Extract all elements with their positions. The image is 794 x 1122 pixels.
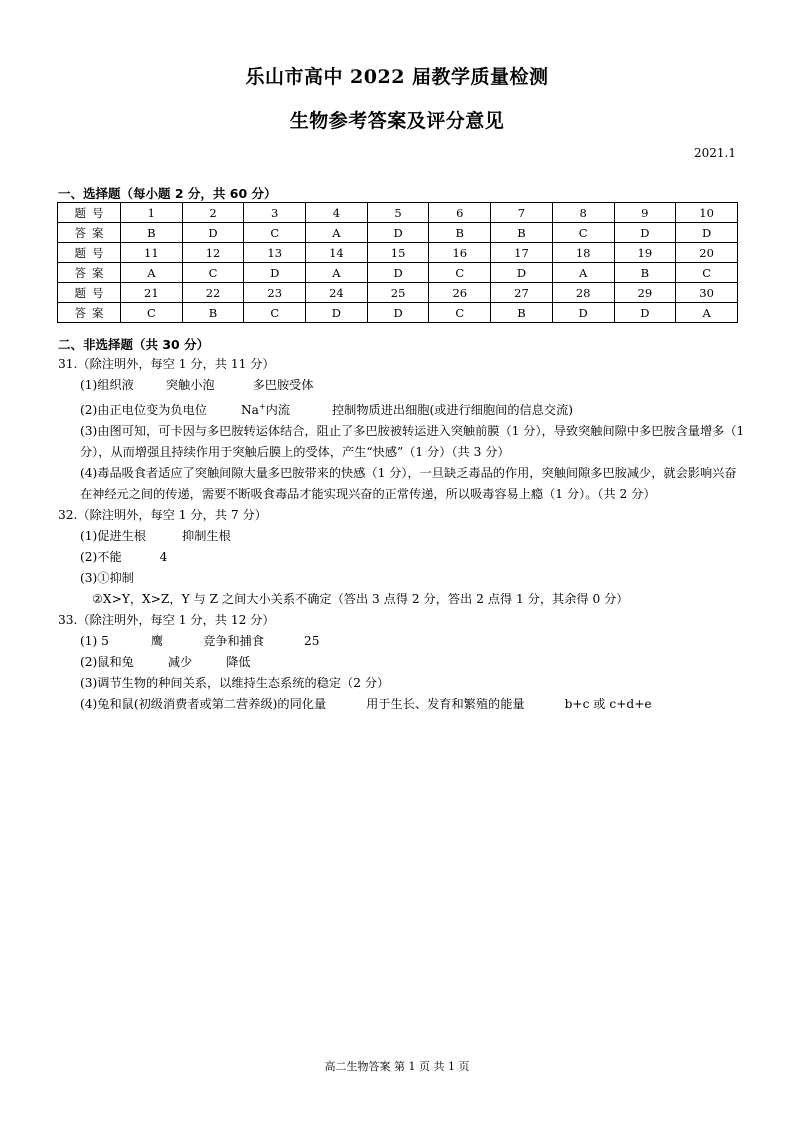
answer-table-cell: 30: [676, 283, 738, 303]
answer-table-cell: A: [306, 223, 368, 243]
answer-table-cell: 27: [491, 283, 553, 303]
q31-heading: 31.（除注明外，每空 1 分，共 11 分）: [58, 357, 275, 371]
answer-table-row: [58, 223, 738, 243]
q32-answer-3: (3)①抑制: [80, 571, 134, 586]
answer-table-cell: A: [552, 263, 614, 283]
answer-table-cell: 11: [121, 243, 183, 263]
answer-table-cell: D: [367, 303, 429, 323]
q33-answer-2: [58, 652, 748, 673]
q33-a2-3: 降低: [226, 655, 251, 670]
answer-table-cell: 9: [614, 203, 676, 223]
answer-table-cell: C: [676, 263, 738, 283]
page-footer: 高二生物答案 第 1 页 共 1 页: [324, 1060, 470, 1073]
answer-table-cell: A: [306, 263, 368, 283]
answer-table-cell: D: [491, 263, 553, 283]
q31-a1-2: 突触小泡: [165, 378, 215, 392]
answer-table-cell: 29: [614, 283, 676, 303]
section-choice-heading: 一、选择题（每小题 2 分，共 60 分）: [58, 186, 277, 201]
answer-table-cell: 23: [244, 283, 306, 303]
answer-table-cell: C: [121, 303, 183, 323]
answer-table-cell: D: [306, 303, 368, 323]
answer-table-cell: 6: [429, 203, 491, 223]
answer-table-row: [58, 283, 738, 303]
q33-a2-2: 减少: [167, 655, 193, 670]
q31-answer-3: (3)由图可知，可卡因与多巴胺转运体结合，阻止了多巴胺被转运进入突触前膜（1 分），导致突触间隙中多巴胺含量增多（1 分），从而增强且持续作用于突触后膜上的受体，产生“快感”（1 分）（共 3 分）: [80, 424, 745, 460]
answer-table-row-header: 题号: [58, 203, 121, 223]
answer-table-cell: D: [182, 223, 244, 243]
answer-table-cell: B: [491, 303, 553, 323]
q33-a1-3: 竞争和捕食: [203, 634, 265, 649]
q32-answer-2: [58, 547, 748, 568]
answer-table: [57, 202, 738, 323]
q32-answer-3b: ②X>Y，X>Z，Y 与 Z 之间大小关系不确定（答出 3 点得 2 分，答出 2 点得 1 分，其余得 0 分）: [92, 592, 629, 607]
answer-table-cell: C: [182, 263, 244, 283]
answer-table-cell: C: [244, 223, 306, 243]
q32-a2-1: (2)不能: [80, 550, 122, 565]
answer-table-row-header: 题号: [58, 243, 121, 263]
answers-body: [58, 354, 748, 715]
q33-a4-1: (4)兔和鼠(初级消费者或第二营养级)的同化量: [80, 697, 327, 712]
answer-table-cell: C: [552, 223, 614, 243]
q33-a1-2: 鹰: [150, 634, 164, 649]
answer-table-cell: 24: [306, 283, 368, 303]
q33-heading: 33.（除注明外，每空 1 分，共 12 分）: [58, 613, 275, 628]
answer-table-row-header: 答案: [58, 263, 121, 283]
answer-table-cell: 14: [306, 243, 368, 263]
answer-table-cell: 1: [121, 203, 183, 223]
answer-table-cell: 7: [491, 203, 553, 223]
answer-table-cell: B: [491, 223, 553, 243]
page-subtitle: 生物参考答案及评分意见: [289, 110, 505, 132]
answer-table-cell: B: [429, 223, 491, 243]
q31-a2-sup: +: [258, 402, 266, 411]
q32-a2-2: 4: [159, 550, 168, 565]
answer-table-row-header: 答案: [58, 303, 121, 323]
answer-table-cell: D: [244, 263, 306, 283]
answer-table-cell: 22: [182, 283, 244, 303]
answer-table-cell: D: [614, 223, 676, 243]
q32-a1-2: 抑制生根: [182, 529, 231, 544]
answer-table-cell: D: [676, 223, 738, 243]
answer-table-cell: 16: [429, 243, 491, 263]
answer-table-cell: B: [182, 303, 244, 323]
answer-table-cell: 25: [367, 283, 429, 303]
answer-table-cell: 8: [552, 203, 614, 223]
q33-a4-3: b+c 或 c+d+e: [564, 697, 652, 712]
answer-table-cell: 26: [429, 283, 491, 303]
q31-a2-4: 控制物质进出细胞(或进行细胞间的信息交流): [331, 403, 574, 418]
answer-table-row-header: 答案: [58, 223, 121, 243]
answer-table-cell: C: [429, 303, 491, 323]
answer-table-cell: 21: [121, 283, 183, 303]
answer-table-cell: D: [614, 303, 676, 323]
answer-table-cell: 20: [676, 243, 738, 263]
answer-table-cell: 18: [552, 243, 614, 263]
q32-a1-1: (1)促进生根: [80, 529, 147, 544]
answer-table-cell: 13: [244, 243, 306, 263]
q31-a2-1: (2)由正电位变为负电位: [80, 403, 207, 418]
q33-answer-3: (3)调节生物的种间关系，以维持生态系统的稳定（2 分）: [80, 676, 390, 691]
answer-table-row: [58, 263, 738, 283]
q31-answer-1: [58, 375, 748, 396]
q33-a1-4: 25: [304, 634, 320, 649]
q32-answer-1: [58, 526, 748, 547]
answer-table-cell: 4: [306, 203, 368, 223]
answer-table-cell: A: [676, 303, 738, 323]
q31-answer-2: [58, 396, 748, 421]
page-title: 乐山市高中 2022 届教学质量检测: [245, 66, 549, 88]
answer-table-cell: B: [614, 263, 676, 283]
q31-a1-1: (1)组织液: [80, 378, 134, 392]
answer-table-cell: 19: [614, 243, 676, 263]
answer-table-cell: D: [367, 223, 429, 243]
answer-table-cell: 10: [676, 203, 738, 223]
answer-table-cell: 17: [491, 243, 553, 263]
q31-answer-4: (4)毒品吸食者适应了突触间隙大量多巴胺带来的快感（1 分），一旦缺乏毒品的作用，突触间隙多巴胺减少，就会影响兴奋在神经元之间的传递，需要不断吸食毒品才能实现兴奋的正常传递，所以吸毒容易上瘾（1 分）。（共 2 分）: [80, 466, 737, 502]
answer-table-cell: 2: [182, 203, 244, 223]
q33-a2-1: (2)鼠和兔: [80, 655, 134, 670]
answer-table-cell: 3: [244, 203, 306, 223]
answer-table-cell: A: [121, 263, 183, 283]
q32-heading: 32.（除注明外，每空 1 分，共 7 分）: [58, 508, 267, 523]
section-nonchoice-heading: 二、非选择题（共 30 分）: [58, 337, 210, 352]
q33-a4-2: 用于生长、发育和繁殖的能量: [366, 697, 525, 712]
q33-answer-1: [58, 631, 748, 652]
answer-table-row-header: 题号: [58, 283, 121, 303]
q33-answer-4: [58, 694, 748, 715]
answer-table-cell: 12: [182, 243, 244, 263]
answer-table-cell: 5: [367, 203, 429, 223]
answer-table-row: [58, 243, 738, 263]
date: 2021.1: [694, 146, 736, 160]
answer-table-row: [58, 303, 738, 323]
answer-table-cell: D: [367, 263, 429, 283]
q33-a1-1: (1) 5: [80, 634, 109, 649]
answer-table-cell: C: [429, 263, 491, 283]
answer-table-cell: 28: [552, 283, 614, 303]
answer-table-cell: B: [121, 223, 183, 243]
answer-table-cell: 15: [367, 243, 429, 263]
answer-table-cell: D: [552, 303, 614, 323]
answer-table-row: [58, 203, 738, 223]
answer-table-cell: C: [244, 303, 306, 323]
q31-a2-3: 内流: [265, 403, 290, 418]
q31-a1-3: 多巴胺受体: [252, 378, 314, 392]
q31-a2-2: Na: [240, 403, 259, 418]
